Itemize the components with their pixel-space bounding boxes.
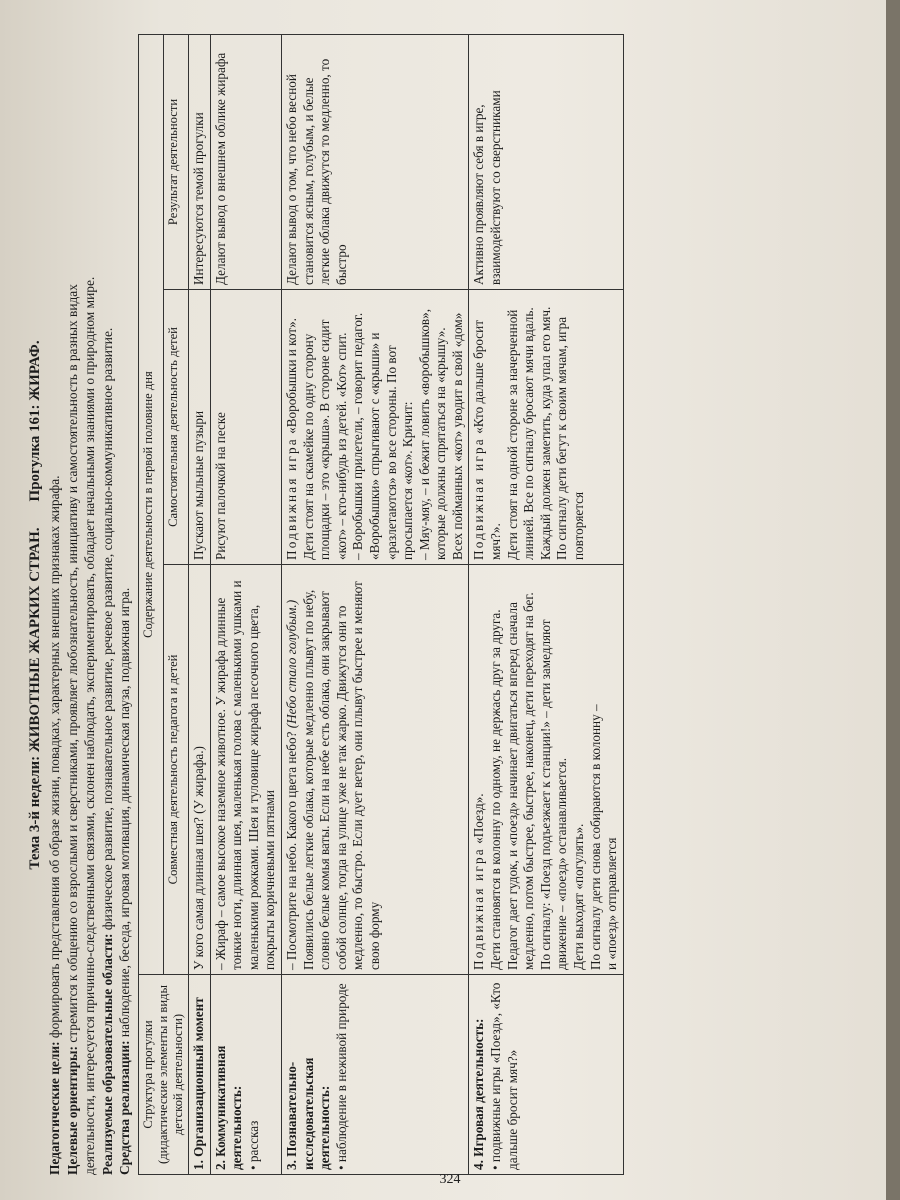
means-line bbox=[116, 35, 134, 1175]
areas-text: физическое развитие, познавательное развитие, речевое развитие, социально-коммуникативное развитие. bbox=[99, 327, 115, 931]
independent-cell bbox=[281, 290, 469, 565]
targets-label: Целевые ориентиры: bbox=[64, 1046, 80, 1175]
table-header-row bbox=[138, 35, 163, 1175]
areas-line bbox=[99, 35, 117, 1175]
week-theme: Тема 3-й недели: ЖИВОТНЫЕ ЖАРКИХ СТРАН. bbox=[27, 527, 43, 870]
targets-line bbox=[64, 35, 82, 1175]
game-label: Подвижная игра bbox=[471, 437, 487, 560]
independent-cell: Рисуют палочкой на песке bbox=[210, 290, 281, 565]
scan-edge-shadow bbox=[886, 0, 900, 1200]
means-label: Средства реализации: bbox=[117, 1040, 133, 1175]
joint-cell: – Жираф – самое высокое наземное животное. У жирафа длинные тонкие ноги, длинная шея, маленькая голова с маленькими ушками и маленькими рожками. Шея и туловище жирафа песочного цвета, покрыты коричневыми пятнами bbox=[210, 565, 281, 975]
game-label: Подвижная игра bbox=[471, 847, 487, 970]
joint-text-f: и «поезд» отправляется bbox=[604, 837, 620, 970]
joint-text-e: По сигналу дети снова собираются в колонну – bbox=[587, 704, 603, 970]
targets-line-2: деятельности, интересуется причинно-следственными связями, склонен наблюдать, экспериментировать, обладает начальными знаниями о природном мире. bbox=[82, 276, 98, 1175]
stage-title: 4. Игровая деятельность: bbox=[471, 1018, 487, 1170]
means-text: наблюдение, беседа, игровая мотивация, динамическая пауза, подвижная игра. bbox=[117, 587, 133, 1038]
result-cell: Интересуются темой прогулки bbox=[188, 35, 210, 290]
stage-title: 2. Коммуникативная деятельность: bbox=[212, 1045, 245, 1170]
page-number: 324 bbox=[439, 1172, 461, 1187]
independent-text-a: «Воробышки и кот». Дети стоят на скамейке по одну сторону площадки – это «крыша». В стороне сидит «кот» – кто-нибудь из детей. «Кот» спит. bbox=[283, 318, 349, 560]
result-header: Результат деятельности bbox=[163, 35, 188, 290]
stage-item: • подвижные игры «Поезд», «Кто дальше бросит мяч?» bbox=[488, 982, 520, 1170]
independent-text-a: «Кто дальше бросит мяч?». bbox=[471, 320, 504, 560]
stage-cell bbox=[281, 975, 469, 1175]
game-label: Подвижная игра bbox=[283, 437, 299, 560]
independent-text-c: – Мяу-мяу, – и бежит ловить «воробышков», которые должны спрятаться на «крышу». bbox=[416, 308, 449, 560]
joint-activity-header: Совместная деятельность педагога и детей bbox=[163, 565, 188, 975]
independent-text-b: – Воробышки прилетели, – говорит педагог. «Воробышки» спрыгивают с «крыши» и «разлетаются» во все стороны. По вот просыпается «кот». Кричит: bbox=[350, 312, 416, 560]
areas-label: Реализуемые образовательные области: bbox=[99, 933, 115, 1175]
lesson-title bbox=[26, 35, 45, 1175]
targets-text-1: стремится к общению со взрослыми и сверстниками, проявляет любознательность, инициативу и самостоятельность в разных видах bbox=[64, 284, 80, 1043]
table-row bbox=[210, 35, 281, 1175]
table-row bbox=[281, 35, 469, 1175]
independent-activity-header: Самостоятельная деятельность детей bbox=[163, 290, 188, 565]
joint-cell bbox=[281, 565, 469, 975]
result-cell: Делают вывод о том, что небо весной становится ясным, голубым, и белые легкие облака движутся то медленно, то быстро bbox=[281, 35, 469, 290]
joint-text-c: Появились белые легкие облака, которые медленно плывут по небу, словно белые комья ваты. Если на небе есть облака, они закрывают собой солнце, тогда на улице уже не так жарко. Движутся они то медленно, то быстро. Если дует ветер, они плывут быстрее и меняют свою форму bbox=[300, 581, 382, 970]
walk-title: Прогулка 161: ЖИРАФ. bbox=[27, 340, 43, 502]
joint-text-b: Дети становятся в колонну по одному, не держась друг за друга. Педагог дает гудок, и «поезд» начинает двигаться вперед сначала медленно, потом быстрее, быстрее, наконец, дети переходят на бег. bbox=[488, 592, 537, 970]
stage-item: • наблюдение в неживой природе bbox=[333, 983, 349, 1170]
stage-item: • рассказ bbox=[245, 1120, 261, 1170]
joint-answer: (Небо стало голубым.) bbox=[283, 599, 299, 729]
independent-text-b: Дети стоят на одной стороне за начерченной линией. Все по сигналу бросают мячи вдаль. Каждый должен заметить, куда упал его мяч. По сигналу дети бегут к своим мячам, игра повторяется bbox=[504, 306, 587, 560]
stage-cell bbox=[469, 975, 623, 1175]
goals-text: формировать представления об образе жизни, повадках, характерных внешних признаках жирафа. bbox=[47, 475, 62, 1039]
lesson-header bbox=[22, 35, 134, 1175]
stage-title: 3. Познавательно-исследовательская деятельность: bbox=[283, 1057, 333, 1170]
content-group-header: Содержание деятельности в первой половине дня bbox=[138, 35, 163, 975]
stage-title: 1. Организационный момент bbox=[190, 997, 206, 1170]
joint-cell: У кого самая длинная шея? (У жирафа.) bbox=[188, 565, 210, 975]
joint-text-a: «Поезд». bbox=[471, 793, 487, 844]
table-row bbox=[469, 35, 623, 1175]
goals-label: Педагогические цели: bbox=[47, 1041, 62, 1175]
joint-text-d: Дети выходят «погулять». bbox=[571, 823, 587, 970]
stage-cell bbox=[210, 975, 281, 1175]
goals-line bbox=[46, 35, 64, 1175]
independent-cell: Пускают мыльные пузыри bbox=[188, 290, 210, 565]
table-row bbox=[188, 35, 210, 1175]
result-cell: Активно проявляют себя в игре, взаимодействуют со сверстниками bbox=[469, 35, 623, 290]
structure-header: Структура прогулки (дидактические элементы и виды детской деятельности) bbox=[138, 975, 188, 1175]
joint-text-a: – Посмотрите на небо. Какого цвета небо? bbox=[283, 731, 299, 970]
walk-plan-table bbox=[138, 34, 624, 1175]
joint-text-c: По сигналу: «Поезд подъезжает к станции!» – дети замедляют движение – «поезд» останавливается. bbox=[537, 619, 570, 970]
stage-cell bbox=[188, 975, 210, 1175]
result-cell: Делают вывод о внешнем облике жирафа bbox=[210, 35, 281, 290]
independent-cell bbox=[469, 290, 623, 565]
rotated-page-content bbox=[22, 35, 882, 1175]
joint-cell bbox=[469, 565, 623, 975]
independent-text-d: Всех пойманных «кот» уводит в свой «дом» bbox=[449, 312, 465, 560]
